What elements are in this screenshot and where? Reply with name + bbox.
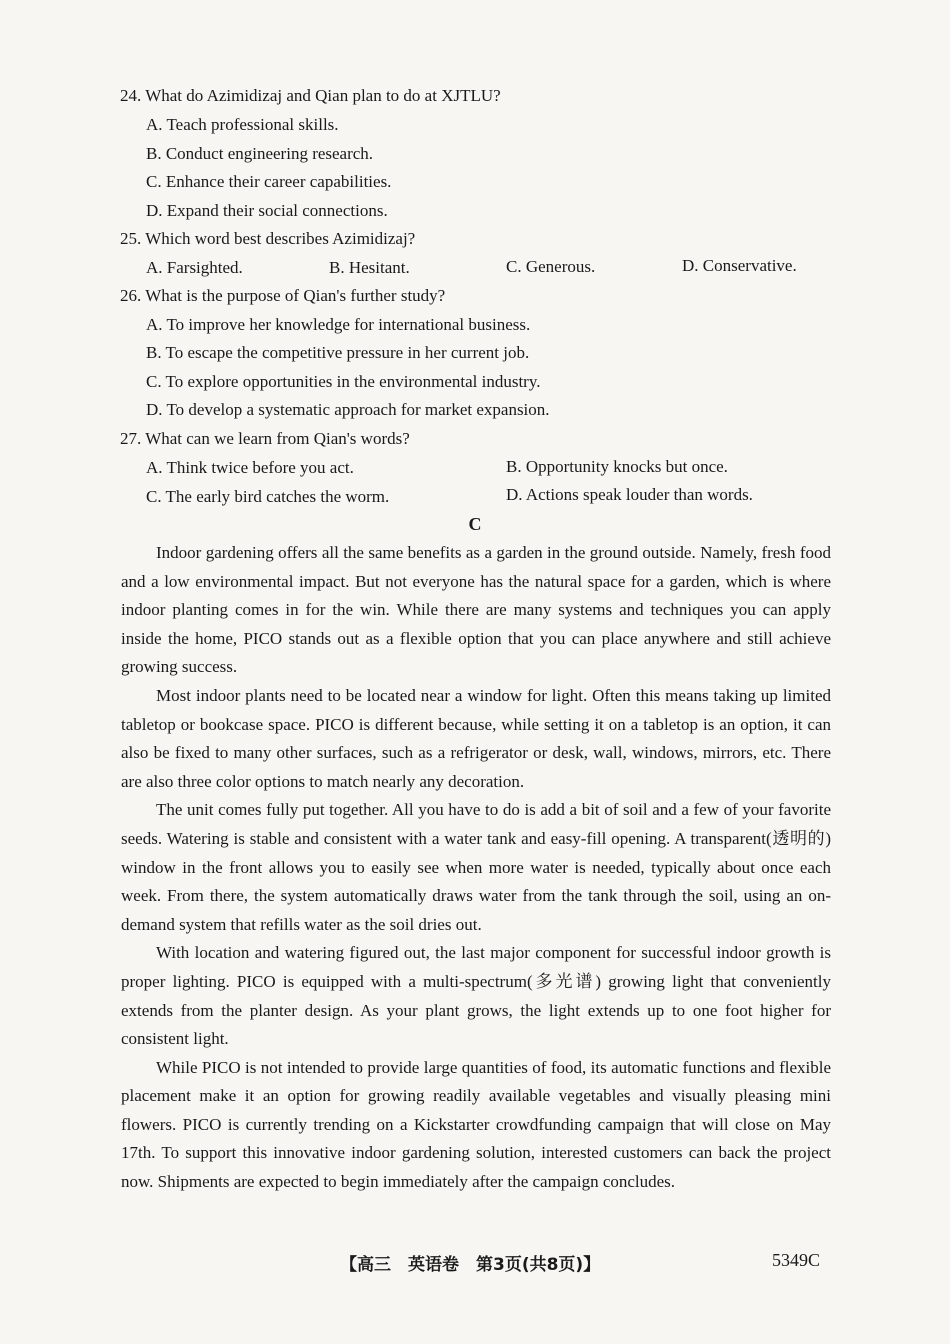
section-title: C (468, 514, 482, 534)
passage-paragraph-3: The unit comes fully put together. All you have to do is add a bit of soil and a few of your favorite seeds. Watering is stable and consistent with a water tank and easy-fill opening. A transparent(透明的) window in the front allows you to easily see when more water is needed, typically about once each week. From there, the system automatically draws water from the tank through the soil, using an on-demand system that refills water as the soil dries out. (121, 800, 831, 934)
question-25-option-d: D. Conservative. (682, 256, 797, 275)
question-25-option-b: B. Hesitant. (329, 258, 410, 277)
passage-paragraph-4: With location and watering figured out, the last major component for successful indoor growth is proper lighting. PICO is equipped with a multi-spectrum(多光谱) growing light that conveniently extends from the planter design. As your plant grows, the light extends up to one foot higher for consistent light. (121, 943, 831, 1049)
question-25-option-a: A. Farsighted. (146, 258, 243, 277)
question-26-option-a: A. To improve her knowledge for international business. (146, 315, 531, 334)
question-24-option-a: A. Teach professional skills. (146, 115, 339, 134)
question-27-option-c: C. The early bird catches the worm. (146, 487, 390, 506)
passage-paragraph-5: While PICO is not intended to provide large quantities of food, its automatic functions and flexible placement make it an option for growing readily available vegetables and visually pleasing mini flowers. PICO is currently trending on a Kickstarter crowdfunding campaign that will close on May 17th. To support this innovative indoor gardening solution, interested customers can back the project now. Shipments are expected to begin immediately after the campaign concludes. (121, 1057, 831, 1192)
passage-paragraph-2: Most indoor plants need to be located near a window for light. Often this means taking up limited tabletop or bookcase space. PICO is different because, while setting it on a tabletop is an option, it can also be fixed to many other surfaces, such as a refrigerator or desk, wall, windows, mirrors, etc. There are also three color options to match nearly any decoration. (121, 685, 831, 791)
question-24-stem: 24. What do Azimidizaj and Qian plan to do at XJTLU? (120, 86, 501, 105)
question-27-option-d: D. Actions speak louder than words. (506, 485, 753, 504)
question-27-stem: 27. What can we learn from Qian's words? (120, 429, 410, 448)
question-26-option-b: B. To escape the competitive pressure in her current job. (146, 343, 530, 362)
question-26-stem: 26. What is the purpose of Qian's further study? (120, 286, 446, 305)
question-24-option-b: B. Conduct engineering research. (146, 144, 374, 163)
footer-page-label: 【高三 英语卷 第3页(共8页)】 (340, 1255, 601, 1275)
question-26-option-c: C. To explore opportunities in the environmental industry. (146, 372, 541, 391)
question-25-option-c: C. Generous. (506, 257, 596, 276)
question-24-option-c: C. Enhance their career capabilities. (146, 172, 392, 191)
footer-paper-code: 5349C (772, 1250, 821, 1270)
question-27-option-a: A. Think twice before you act. (146, 458, 354, 477)
reading-passage (121, 539, 831, 1197)
passage-paragraph-1: Indoor gardening offers all the same benefits as a garden in the ground outside. Namely, fresh food and a low environmental impact. But not everyone has the natural space for a garden, which is where indoor planting comes in for the win. While there are many systems and techniques you can apply inside the home, PICO stands out as a flexible option that you can place anywhere and still achieve growing success. (121, 543, 831, 677)
question-26-option-d: D. To develop a systematic approach for market expansion. (146, 400, 550, 419)
question-24-option-d: D. Expand their social connections. (146, 201, 388, 220)
question-27-option-b: B. Opportunity knocks but once. (506, 457, 728, 476)
question-25-stem: 25. Which word best describes Azimidizaj? (120, 229, 416, 248)
